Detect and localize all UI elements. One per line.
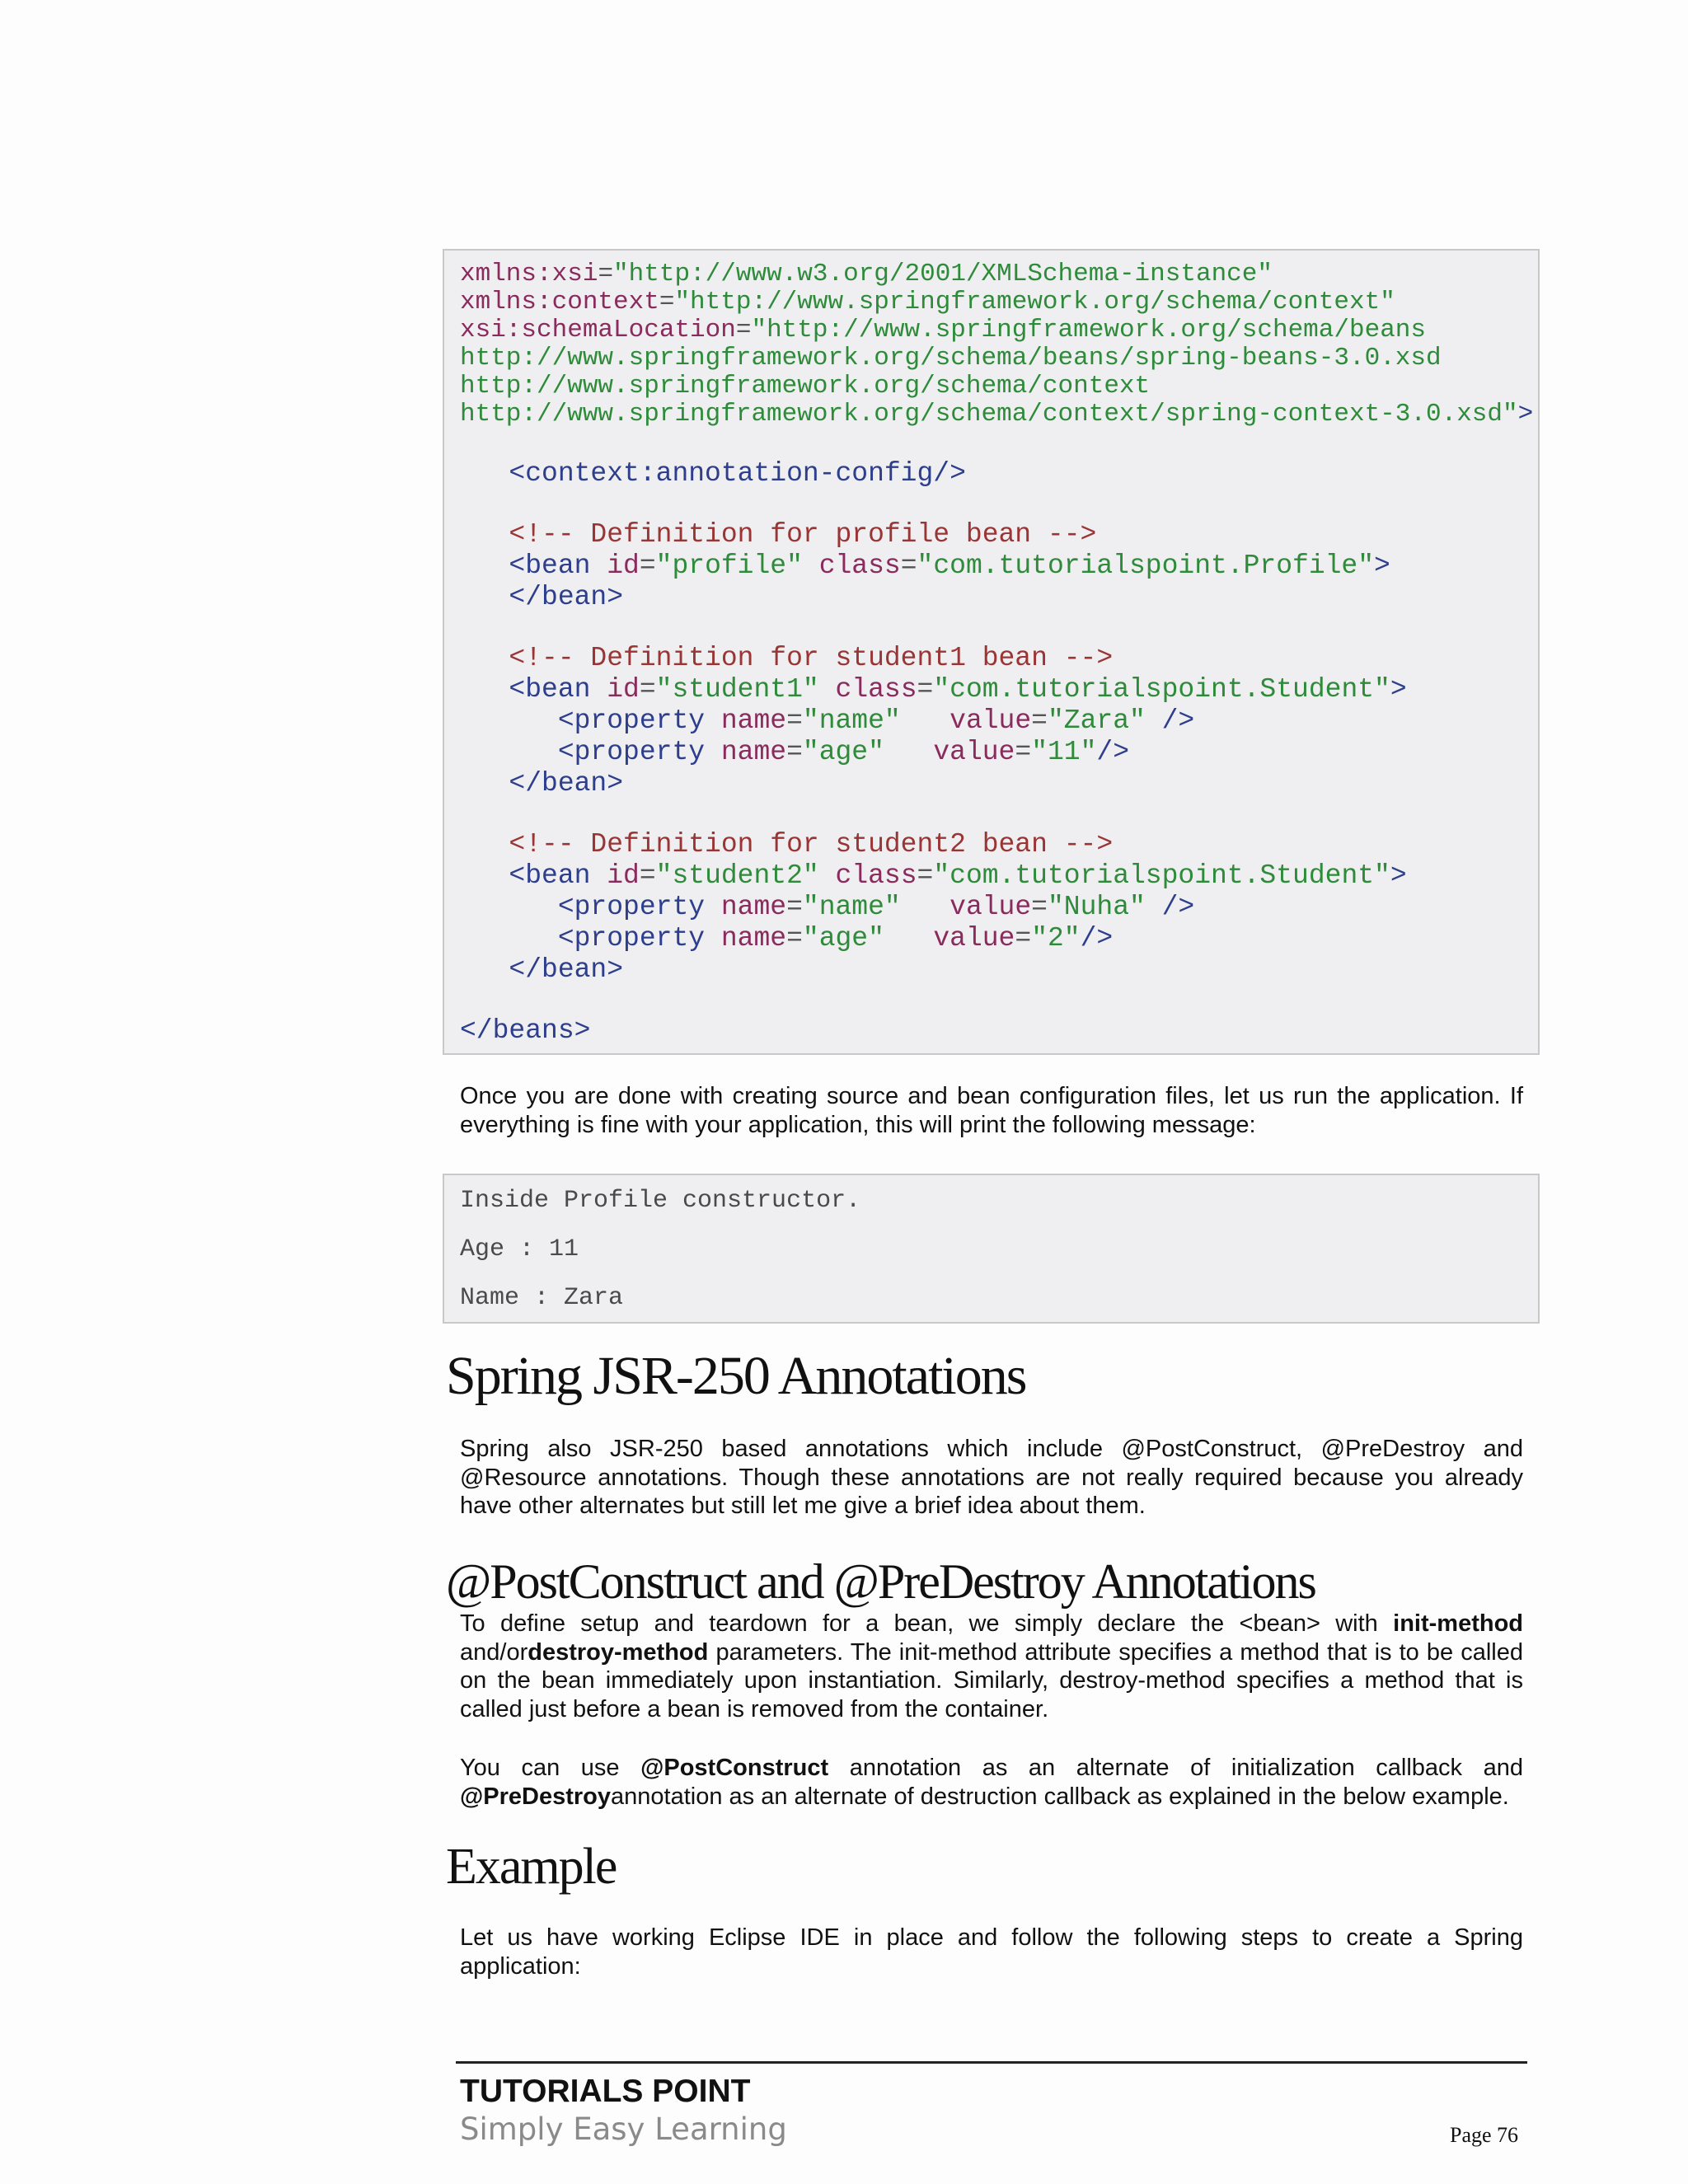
code-line	[460, 737, 1538, 768]
code-tag: />	[1145, 892, 1195, 922]
code-tag: <bean	[460, 551, 607, 581]
code-string: "name"	[802, 892, 901, 922]
code-blank-line	[460, 429, 1538, 458]
code-tag: </bean>	[460, 954, 624, 985]
code-line	[460, 860, 1538, 892]
code-equals: =	[598, 260, 614, 288]
code-line	[460, 923, 1538, 954]
code-string: "student2"	[655, 860, 819, 891]
code-attribute: value	[933, 737, 1015, 767]
code-comment: <!-- Definition for student1 bean -->	[460, 643, 1114, 673]
code-space	[819, 860, 836, 891]
code-attribute: name	[720, 923, 787, 954]
code-line	[460, 316, 1538, 344]
code-line	[460, 705, 1538, 737]
code-attribute: class	[818, 551, 901, 581]
code-attribute: class	[835, 860, 917, 891]
code-line	[460, 674, 1538, 705]
code-tag: <property	[460, 705, 721, 736]
output-line: Inside Profile constructor.	[460, 1187, 861, 1215]
code-equals: =	[786, 923, 803, 954]
code-block-output	[443, 1174, 1540, 1324]
init-method-keyword: init-method	[1393, 1610, 1523, 1637]
code-equals: =	[639, 860, 656, 891]
code-line	[460, 892, 1538, 923]
code-tag: >	[1390, 860, 1407, 891]
code-space	[901, 705, 950, 736]
heading-postconstruct-predestroy: @PostConstruct and @PreDestroy Annotations	[446, 1554, 1315, 1609]
code-attribute: name	[720, 705, 787, 736]
code-line	[460, 643, 1538, 674]
code-line	[460, 519, 1538, 551]
heading-example: Example	[446, 1839, 617, 1895]
footer-tagline: Simply Easy Learning	[460, 2111, 787, 2147]
paragraph-jsr250-intro: Spring also JSR-250 based annotations which include @PostConstruct, @PreDestroy and @Resource annotations. Though these annotations are not really required because you already have other alternates but still let me give a brief idea about them.	[460, 1436, 1523, 1519]
code-tag: </bean>	[460, 582, 624, 612]
setup-text-1: To define setup and teardown for a bean, we simply declare the <bean> with	[460, 1610, 1394, 1637]
heading-spring-jsr250: Spring JSR-250 Annotations	[446, 1346, 1026, 1406]
code-blank-line	[460, 986, 1538, 1015]
code-attribute: name	[720, 892, 787, 922]
code-string: "com.tutorialspoint.Student"	[933, 674, 1390, 705]
setup-text-2: and/or	[460, 1638, 528, 1666]
code-string: "age"	[802, 737, 884, 767]
code-line	[460, 768, 1538, 799]
code-equals: =	[786, 892, 803, 922]
code-attribute: xmlns:xsi	[460, 260, 598, 288]
code-attribute: id	[607, 860, 640, 891]
code-equals: =	[917, 860, 934, 891]
code-string: "Nuha"	[1047, 892, 1146, 922]
code-equals: =	[786, 737, 803, 767]
code-attribute: class	[835, 674, 917, 705]
code-tag: <property	[460, 892, 721, 922]
output-line: Age : 11	[460, 1235, 579, 1263]
code-blank-line	[460, 613, 1538, 643]
code-string: "http://www.w3.org/2001/XMLSchema-instance"	[613, 260, 1273, 288]
paragraph-annotation-usage	[460, 1754, 1523, 1811]
code-line	[460, 260, 1538, 288]
code-tag: >	[1390, 674, 1407, 705]
paragraph-run-application: Once you are done with creating source and bean configuration files, let us run the application. If everything is fine with your application, this will print the following message:	[460, 1083, 1523, 1138]
code-string: "com.tutorialspoint.Student"	[933, 860, 1390, 891]
code-blank-line	[460, 490, 1538, 519]
code-space	[819, 674, 836, 705]
code-string: http://www.springframework.org/schema/beans/spring-beans-3.0.xsd	[460, 344, 1442, 373]
code-equals: =	[900, 551, 917, 581]
code-block-beans-xml	[443, 249, 1540, 1055]
code-equals: =	[639, 551, 656, 581]
code-tag: />	[1145, 705, 1195, 736]
code-attribute: name	[720, 737, 787, 767]
code-comment: <!-- Definition for student2 bean -->	[460, 829, 1114, 860]
code-string: "http://www.springframework.org/schema/beans	[751, 316, 1427, 344]
code-line	[460, 582, 1538, 613]
code-tag: />	[1096, 737, 1130, 767]
code-space	[884, 923, 933, 954]
code-attribute: xsi:schemaLocation	[460, 316, 736, 344]
code-attribute: value	[933, 923, 1015, 954]
code-line	[460, 373, 1538, 401]
code-string: "11"	[1031, 737, 1097, 767]
code-string: http://www.springframework.org/schema/context/spring-context-3.0.xsd"	[460, 400, 1518, 429]
output-line: Name : Zara	[460, 1284, 624, 1312]
code-tag: <bean	[460, 860, 607, 891]
code-tag: <property	[460, 923, 721, 954]
usage-text-2: annotation as an alternate of initialization callback and	[828, 1755, 1523, 1781]
code-attribute: value	[950, 892, 1032, 922]
code-space	[803, 551, 819, 581]
code-attribute: id	[607, 674, 640, 705]
code-attribute: value	[950, 705, 1032, 736]
code-equals: =	[659, 288, 675, 316]
code-tag: </bean>	[460, 768, 624, 799]
predestroy-keyword: @PreDestroy	[460, 1783, 612, 1810]
code-line	[460, 551, 1538, 582]
code-equals: =	[917, 674, 934, 705]
code-string: "student1"	[655, 674, 819, 705]
destroy-method-keyword: destroy-method	[528, 1638, 709, 1666]
code-equals: =	[735, 316, 752, 344]
page-number: Page 76	[1450, 2123, 1519, 2147]
code-string: "age"	[802, 923, 884, 954]
code-line	[460, 829, 1538, 860]
code-equals: =	[639, 674, 656, 705]
setup-text-3: parameters. The init-method attribute specifies a method that is to be called on the bean immediately upon instantiation. Similarly, destroy-method specifies a method that is called just before a bean is removed from the container.	[460, 1638, 1523, 1722]
code-tag: <context:annotation-config/>	[460, 458, 966, 489]
code-blank-line	[460, 799, 1538, 829]
code-string: "profile"	[655, 551, 803, 581]
paragraph-setup-teardown	[460, 1610, 1523, 1723]
code-equals: =	[1015, 737, 1032, 767]
postconstruct-keyword: @PostConstruct	[640, 1755, 829, 1781]
code-space	[884, 737, 933, 767]
paragraph-example-intro: Let us have working Eclipse IDE in place and follow the following steps to create a Spring application:	[460, 1924, 1523, 1980]
usage-text-1: You can use	[460, 1755, 641, 1781]
footer-brand: TUTORIALS POINT	[460, 2074, 751, 2109]
code-equals: =	[786, 705, 803, 736]
code-line	[460, 401, 1538, 429]
code-line	[460, 288, 1538, 316]
code-string: "http://www.springframework.org/schema/context"	[674, 288, 1395, 316]
code-comment: <!-- Definition for profile bean -->	[460, 519, 1097, 550]
code-line	[460, 344, 1538, 373]
code-tag: <bean	[460, 674, 607, 705]
code-line	[460, 458, 1538, 490]
code-tag: <property	[460, 737, 721, 767]
code-line	[460, 1015, 1538, 1047]
code-string: "name"	[802, 705, 901, 736]
code-tag: />	[1080, 923, 1114, 954]
code-tag: </beans>	[460, 1015, 591, 1046]
code-tag: >	[1517, 400, 1534, 429]
code-tag: >	[1374, 551, 1390, 581]
code-attribute: xmlns:context	[460, 288, 659, 316]
code-string: http://www.springframework.org/schema/context	[460, 372, 1151, 401]
code-attribute: id	[607, 551, 640, 581]
code-line	[460, 954, 1538, 986]
code-equals: =	[1031, 705, 1048, 736]
usage-text-3: annotation as an alternate of destruction callback as explained in the below example.	[611, 1783, 1509, 1810]
code-equals: =	[1031, 892, 1048, 922]
code-equals: =	[1015, 923, 1032, 954]
code-string: "com.tutorialspoint.Profile"	[917, 551, 1375, 581]
code-space	[901, 892, 950, 922]
code-string: "Zara"	[1047, 705, 1146, 736]
code-string: "2"	[1031, 923, 1081, 954]
footer-divider	[456, 2061, 1527, 2064]
